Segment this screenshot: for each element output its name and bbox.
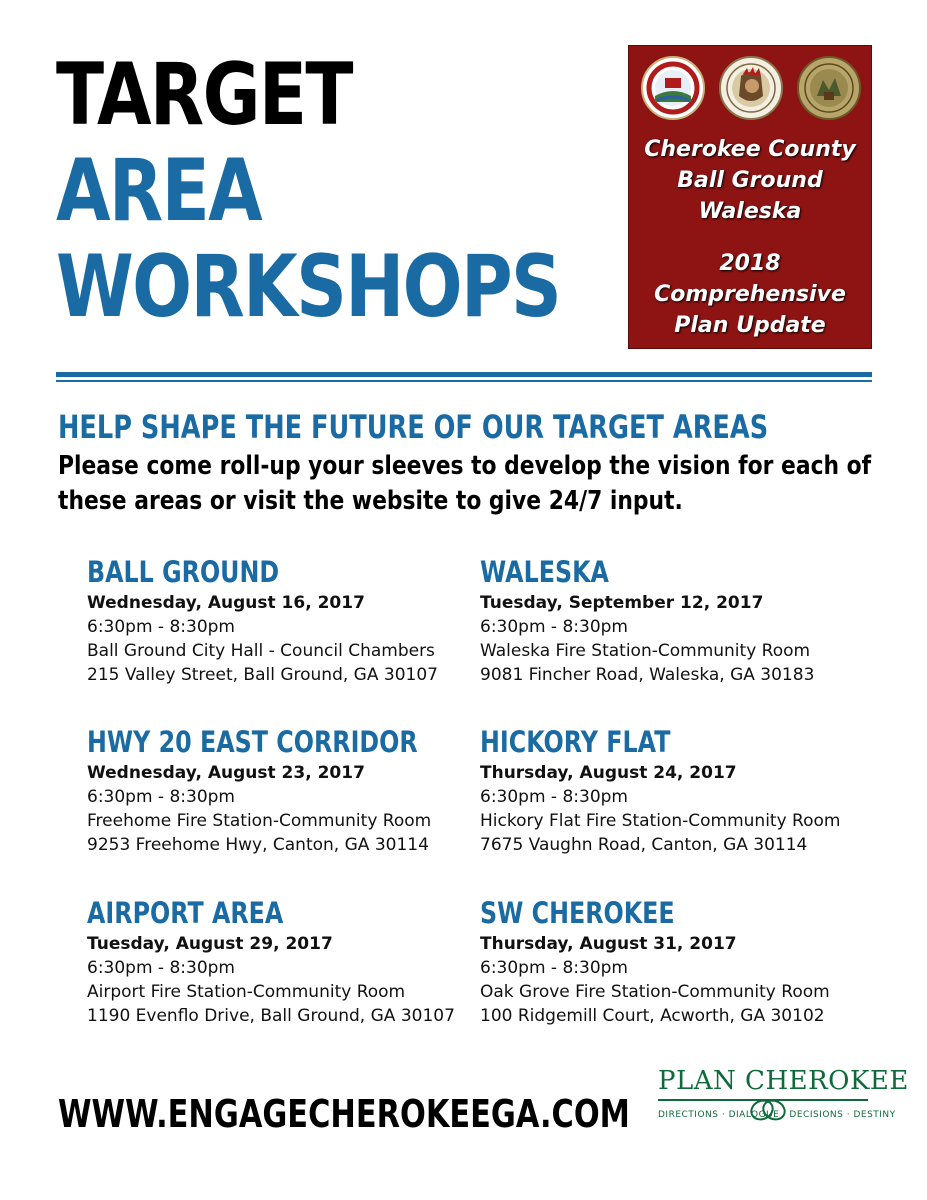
logo-title: PLAN CHEROKEE <box>658 1066 909 1096</box>
event-hickory-flat <box>480 725 860 857</box>
event-waleska <box>480 555 860 687</box>
event-address: 215 Valley Street, Ball Ground, GA 30107 <box>87 665 438 685</box>
event-venue: Freehome Fire Station-Community Room <box>87 811 432 831</box>
event-venue: Airport Fire Station-Community Room <box>87 982 406 1002</box>
badge-line-waleska: Waleska <box>698 199 802 224</box>
event-address: 9081 Fincher Road, Waleska, GA 30183 <box>480 665 815 685</box>
title-line-workshops: WORKSHOPS <box>56 237 561 337</box>
plan-cherokee-logo <box>648 1062 909 1134</box>
event-venue: Waleska Fire Station-Community Room <box>480 641 811 661</box>
event-name: AIRPORT AREA <box>87 896 284 930</box>
badge-line-plan-update: Plan Update <box>674 313 826 338</box>
event-name: WALESKA <box>480 555 609 589</box>
event-time: 6:30pm - 8:30pm <box>480 787 628 807</box>
event-time: 6:30pm - 8:30pm <box>87 787 235 807</box>
event-time: 6:30pm - 8:30pm <box>87 958 235 978</box>
event-venue: Oak Grove Fire Station-Community Room <box>480 982 830 1002</box>
plan-update-badge <box>628 45 872 349</box>
event-hwy-20-east-corridor <box>87 725 467 857</box>
website-link[interactable]: WWW.ENGAGECHEROKEEGA.COM <box>58 1092 630 1136</box>
event-date: Thursday, August 31, 2017 <box>480 934 737 954</box>
badge-line-comprehensive: Comprehensive <box>654 282 846 307</box>
event-time: 6:30pm - 8:30pm <box>87 617 235 637</box>
event-name: SW CHEROKEE <box>480 896 675 930</box>
event-venue: Hickory Flat Fire Station-Community Room <box>480 811 841 831</box>
ball-ground-seal-icon <box>719 56 783 120</box>
event-time: 6:30pm - 8:30pm <box>480 958 628 978</box>
badge-line-year: 2018 <box>719 251 781 276</box>
divider-thick <box>56 372 872 377</box>
event-time: 6:30pm - 8:30pm <box>480 617 628 637</box>
waleska-seal-icon <box>797 56 861 120</box>
event-ball-ground <box>87 555 467 687</box>
section-heading: HELP SHAPE THE FUTURE OF OUR TARGET AREAS <box>58 408 769 446</box>
intro-line-1: Please come roll-up your sleeves to develop the vision for each of <box>58 451 872 481</box>
title-line-area: AREA <box>56 141 262 241</box>
logo-swirl-icon <box>748 1088 788 1128</box>
seal-row <box>629 56 871 124</box>
title-line-target: TARGET <box>56 45 352 145</box>
event-date: Wednesday, August 16, 2017 <box>87 593 365 613</box>
badge-line-ball-ground: Ball Ground <box>677 168 823 193</box>
event-date: Tuesday, August 29, 2017 <box>87 934 333 954</box>
event-address: 100 Ridgemill Court, Acworth, GA 30102 <box>480 1006 825 1026</box>
logo-subtitle: DIRECTIONS · DIALOGUE · DECISIONS · DESTINY <box>658 1110 896 1120</box>
cherokee-county-seal-icon <box>641 56 705 120</box>
event-address: 1190 Evenflo Drive, Ball Ground, GA 30107 <box>87 1006 455 1026</box>
event-date: Thursday, August 24, 2017 <box>480 763 737 783</box>
event-airport-area <box>87 896 467 1028</box>
event-address: 7675 Vaughn Road, Canton, GA 30114 <box>480 835 808 855</box>
event-sw-cherokee <box>480 896 860 1028</box>
event-address: 9253 Freehome Hwy, Canton, GA 30114 <box>87 835 429 855</box>
event-date: Wednesday, August 23, 2017 <box>87 763 365 783</box>
event-date: Tuesday, September 12, 2017 <box>480 593 764 613</box>
intro-line-2: these areas or visit the website to give 24/7 input. <box>58 486 683 516</box>
badge-line-cherokee-county: Cherokee County <box>644 137 856 162</box>
event-name: HICKORY FLAT <box>480 725 671 759</box>
event-name: BALL GROUND <box>87 555 280 589</box>
event-name: HWY 20 EAST CORRIDOR <box>87 725 418 759</box>
event-venue: Ball Ground City Hall - Council Chambers <box>87 641 435 661</box>
divider-thin <box>56 380 872 382</box>
